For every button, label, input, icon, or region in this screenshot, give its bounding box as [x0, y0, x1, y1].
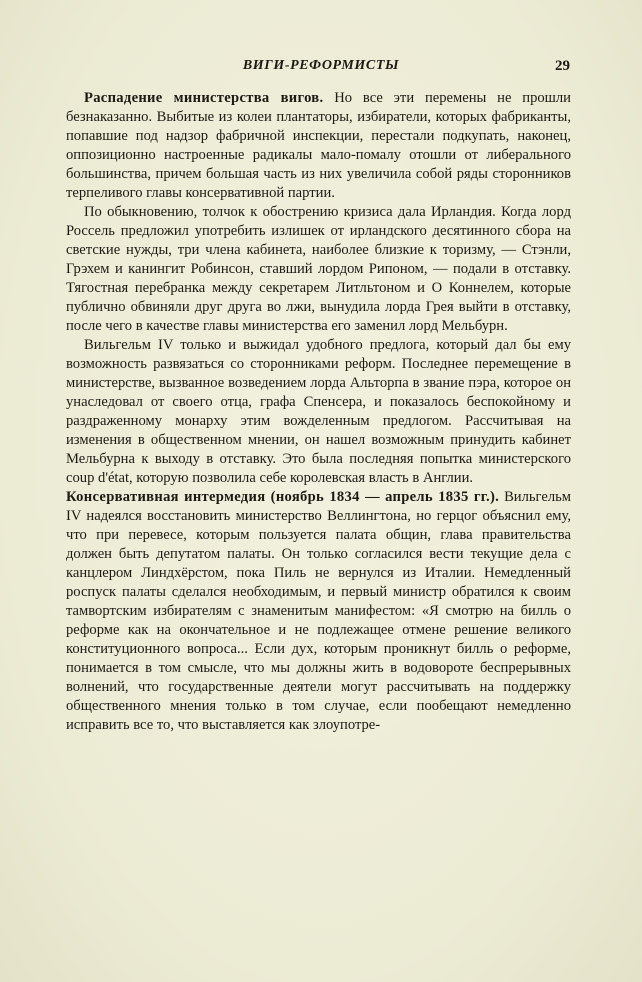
paragraph [66, 488, 571, 735]
section-heading: Консервативная интермедия (ноябрь 1834 — апрель 1835 гг.). [66, 489, 500, 505]
page-header [66, 58, 576, 80]
paragraph-text: По обыкновению, толчок к обострению кризиса дала Ирландия. Когда лорд Россель предложил употребить излишек от ирландского десятинного сбора на светские нужды, три члена кабинета, наиболее близкие к торизму, — Стэнли, Грэхем и канингит Робинсон, ставший лордом Рипоном, — подали в отставку. Тягостная перебранка между секретарем Литльтоном и О Коннелем, которые публично обвиняли друг друга во лжи, вынудила лорда Грея выйти в отставку, после чего в качестве главы министерства его заменил лорд Мельбурн. [66, 204, 571, 334]
paragraph [66, 203, 571, 336]
paragraph [66, 89, 571, 203]
paragraph [66, 336, 571, 488]
paragraph-text: Вильгельм IV только и выжидал удобного предлога, который дал бы ему возможность развязаться со сторонниками реформ. Последнее перемещение в министерстве, вызванное возведением лорда Альторпа в звание пэра, которое он унаследовал от своего отца, графа Спенсера, и показалось беспокойному и раздраженному монарху этим вожделенным предлогом. Рассчитывая на изменения в общественном мнении, он нашел возможным принудить кабинет Мельбурна к выходу в отставку. Это была последняя попытка министерского coup d'état, которую позволила себе королевская власть в Англии. [66, 337, 571, 486]
paragraph-text: Но все эти перемены не прошли безнаказанно. Выбитые из колеи плантаторы, избиратели, которых фабриканты, попавшие под надзор фабричной инспекции, перестали подкупать, наконец, оппозиционно настроенные радикалы мало-помалу отошли от либерального большинства, причем большая часть из них увеличила собой ряды сторонников терпеливого главы консервативной партии. [66, 90, 571, 201]
paragraph-text: Вильгельм IV надеялся восстановить министерство Веллингтона, но герцог объяснил ему, что при перевесе, которым пользуется палата общин, глава правительства должен быть депутатом палаты. Он только согласился вести текущие дела с канцлером Линдхёрстом, пока Пиль не вернулся из Италии. Немедленный роспуск палаты сделался необходимым, и первый министр обратился к своим тамвортским избирателям с знаменитым манифестом: «Я смотрю на билль о реформе как на окончательное и не подлежащее отмене решение великого конституционного вопроса... Если дух, которым проникнут билль о реформе, понимается в том смысле, что мы должны жить в водовороте беспрерывных волнений, что государственные деятели могут рассчитывать на поддержку общественного мнения только в том случае, если пообещают немедленно исправить все то, что выставляется как злоупотре- [66, 489, 571, 733]
page-number: 29 [555, 58, 570, 74]
body-text [66, 89, 571, 735]
section-heading: Распадение министерства вигов. [84, 90, 324, 106]
running-title: ВИГИ-РЕФОРМИСТЫ [242, 58, 400, 73]
